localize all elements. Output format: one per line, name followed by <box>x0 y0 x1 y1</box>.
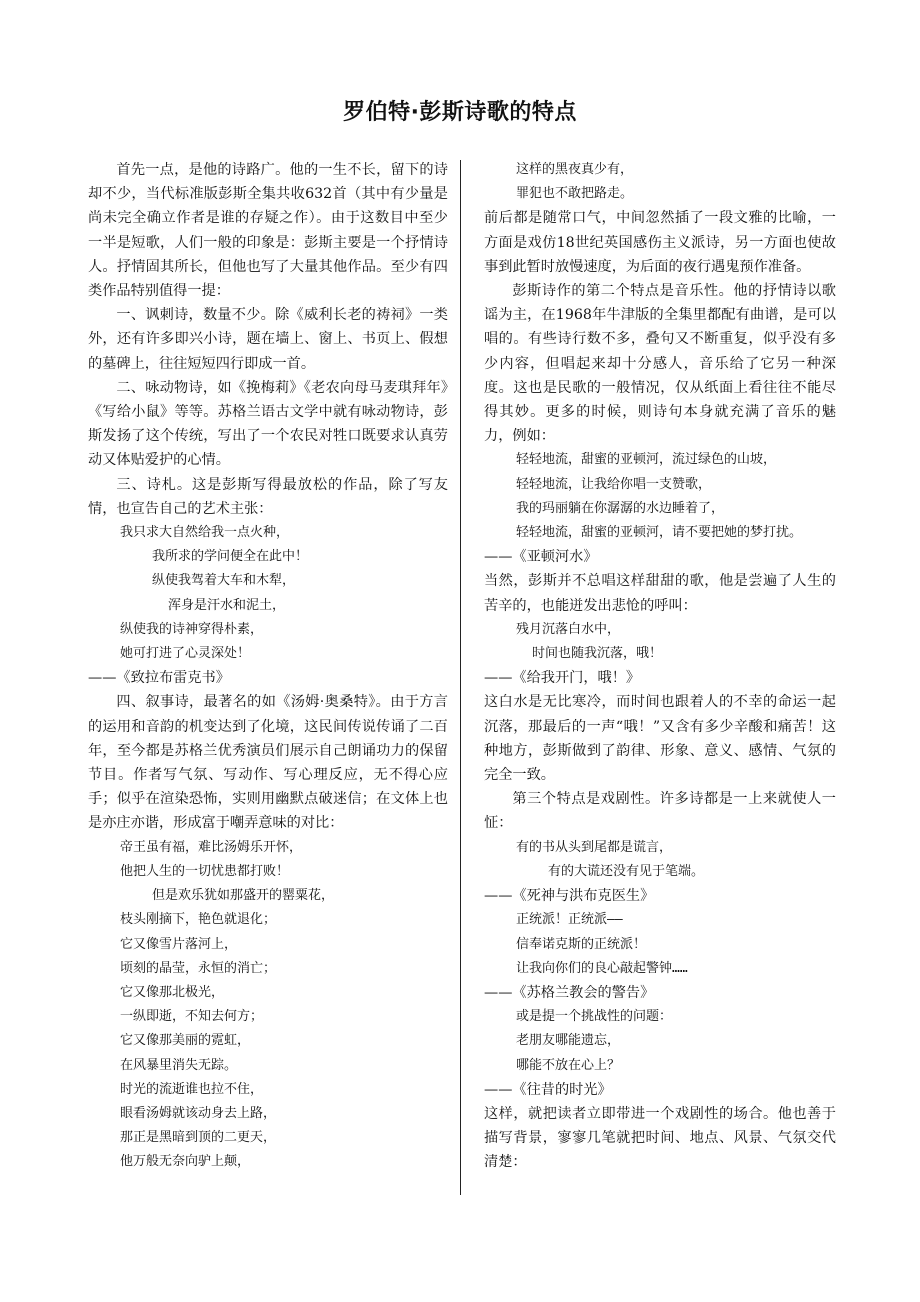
paragraph: 当然，彭斯并不总唱这样甜甜的歌，他是尝遍了人生的苦辛的，也能迸发出悲怆的呼叫： <box>484 573 836 614</box>
verse-attribution: ——《致拉布雷克书》 <box>88 670 230 687</box>
page-title: 罗伯特·彭斯诗歌的特点 <box>343 100 577 125</box>
verse-line: 它又像雪片落河上， <box>120 936 238 952</box>
paragraph: 四、叙事诗，最著名的如《汤姆·奥桑特》。由于方言的运用和音韵的机变达到了化境，这民间传说传诵了二百年，至今都是苏格兰优秀演员们展示自己朗诵功力的保留节目。作者写气氛、写动作、写心理反应，无不得心应手；似乎在渲染恐怖，实则用幽默点破迷信；在文体上也是亦庄亦谐，形成富于嘲弄意味的对比： <box>88 694 448 832</box>
verse-line: 轻轻地流，让我给你唱一支赞歌， <box>516 476 712 492</box>
column-divider <box>460 160 461 1195</box>
verse-line: 枝头刚摘下，艳色就退化； <box>120 912 277 928</box>
paragraph: 这样，就把读者立即带进一个戏剧性的场合。他也善于描写背景，寥寥几笔就把时间、地点、风景、气氛交代清楚： <box>484 1105 836 1171</box>
verse-line: 但是欢乐犹如那盛开的罂粟花， <box>152 888 335 904</box>
right-column <box>484 158 836 1175</box>
verse-line: 轻轻地流，甜蜜的亚顿河，流过绿色的山坡， <box>516 452 777 468</box>
verse-line: 这样的黑夜真少有， <box>516 162 634 177</box>
verse-line: 纵使我的诗神穿得朴素， <box>120 621 264 637</box>
paragraph: 前后都是随常口气，中间忽然插了一段文雅的比喻，一方面是戏仿18世纪英国感伤主义派诗，另一方面也使故事到此暂时放慢速度，为后面的夜行遇鬼预作准备。 <box>484 210 836 275</box>
verse-line: 他万般无奈向驴上颠， <box>120 1154 251 1170</box>
verse-line: 正统派！正统派—— <box>516 912 623 928</box>
paragraph: 二、咏动物诗，如《挽梅莉》《老农向母马麦琪拜年》《写给小鼠》等等。苏格兰语古文学中就有咏动物诗，彭斯发扬了这个传统，写出了一个农民对牲口既要求认真劳动又体贴爱护的心情。 <box>88 379 448 469</box>
verse-line: 纵使我驾着大车和木犁， <box>152 573 296 589</box>
verse-attribution: ——《往昔的时光》 <box>484 1081 612 1098</box>
verse-line: 轻轻地流，甜蜜的亚顿河，请不要把她的梦打扰。 <box>516 525 803 541</box>
verse-line: 帝王虽有福，难比汤姆乐开怀， <box>120 839 303 855</box>
verse-line: 有的大谎还没有见于笔端。 <box>548 863 705 879</box>
paragraph: 首先一点，是他的诗路广。他的一生不长，留下的诗却不少，当代标准版彭斯全集共收632首（其中有少量是尚未完全确立作者是谁的存疑之作）。由于这数目中至少一半是短歌，人们一般的印象是：彭斯主要是一个抒情诗人。抒情固其所长，但他也写了大量其他作品。至少有四类作品特别值得一提： <box>88 162 448 300</box>
verse-line: 我所求的学问便全在此中！ <box>152 549 309 565</box>
paragraph: 三、诗札。这是彭斯写得最放松的作品，除了写友情，也宣告自己的艺术主张： <box>88 476 448 517</box>
verse-line: 或是提一个挑战性的问题： <box>516 1009 673 1025</box>
paragraph: 一、讽刺诗，数量不少。除《威利长老的祷祠》一类外，还有许多即兴小诗，题在墙上、窗上、书页上、假想的墓碑上，往往短短四行即成一首。 <box>88 307 448 372</box>
verse-line: 我只求大自然给我一点火种， <box>120 525 290 541</box>
verse-line: 它又像那美丽的霓虹， <box>120 1033 251 1049</box>
verse-line: 一纵即逝，不知去何方； <box>120 1009 264 1025</box>
verse-line: 他把人生的一切忧患都打败！ <box>120 863 290 879</box>
verse-line: 老朋友哪能遗忘， <box>516 1033 621 1049</box>
verse-line: 让我向你们的良心敲起警钟…… <box>516 960 688 976</box>
verse-line: 顷刻的晶莹，永恒的消亡； <box>120 960 277 976</box>
paragraph: 这白水是无比寒冷，而时间也跟着人的不幸的命运一起沉落，那最后的一声“哦！”又含有多少辛酸和痛苦！这种地方，彭斯做到了韵律、形象、意义、感情、气氛的完全一致。 <box>484 694 836 784</box>
verse-line: 在风暴里消失无踪。 <box>120 1057 238 1073</box>
verse-line: 那正是黑暗到顶的二更天， <box>120 1130 277 1146</box>
verse-line: 罪犯也不敢把路走。 <box>516 186 634 202</box>
verse-line: 我的玛丽躺在你潺潺的水边睡着了， <box>516 500 725 516</box>
verse-attribution: ——《给我开门，哦！》 <box>484 670 641 687</box>
paragraph: 彭斯诗作的第二个特点是音乐性。他的抒情诗以歌谣为主，在1968年牛津版的全集里都配有曲谱，是可以唱的。有些诗行数不多，叠句又不断重复，似乎没有多少内容，但唱起来却十分感人，音乐给了它另一种深度。这也是民歌的一般情况，仅从纸面上看往往不能尽得其妙。更多的时候，则诗句本身就充满了音乐的魅力，例如： <box>484 283 836 445</box>
verse-attribution: ——《亚顿河水》 <box>484 549 598 566</box>
verse-line: 信奉诺克斯的正统派！ <box>516 936 647 952</box>
verse-line: 眼看汤姆就该动身去上路， <box>120 1105 277 1121</box>
verse-line: 它又像那北极光， <box>120 984 225 1000</box>
left-column <box>88 158 448 1175</box>
verse-line: 残月沉落白水中， <box>516 621 621 637</box>
verse-line: 浑身是汗水和泥土， <box>168 597 286 613</box>
verse-line: 哪能不放在心上？ <box>516 1057 621 1073</box>
verse-line: 她可打进了心灵深处！ <box>120 646 251 662</box>
verse-line: 有的书从头到尾都是谎言， <box>516 839 673 855</box>
verse-line: 时间也随我沉落，哦！ <box>532 646 663 662</box>
verse-line: 时光的流逝谁也拉不住， <box>120 1081 264 1097</box>
paragraph: 第三个特点是戏剧性。许多诗都是一上来就使人一怔： <box>484 791 836 832</box>
verse-attribution: ——《死神与洪布克医生》 <box>484 888 655 905</box>
verse-attribution: ——《苏格兰教会的警告》 <box>484 984 655 1001</box>
